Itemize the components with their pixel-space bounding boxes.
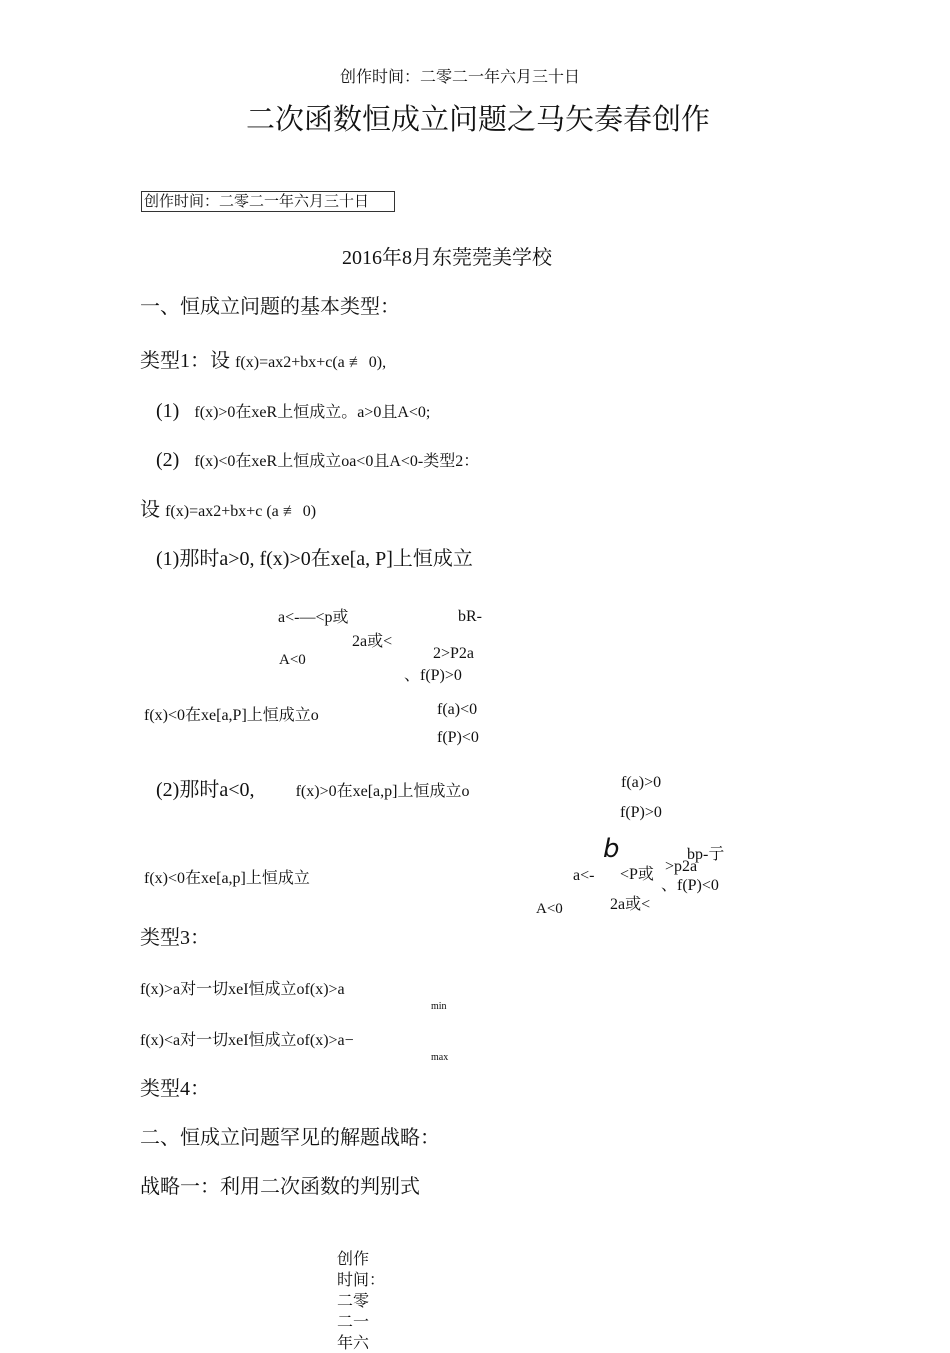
type-1-item-2 [156, 449, 479, 472]
type-4-heading: 类型4： [140, 1078, 210, 1100]
frag2-delta: A<0 [536, 901, 563, 917]
footer-line: 二零 [337, 1291, 370, 1310]
strategy-1-heading: 战略一：利用二次函数的判别式 [140, 1176, 420, 1198]
case-2-condition-2: f(P)>0 [620, 804, 662, 821]
setup-formula: f(x)=ax2+bx+c (a ≢ 0) [165, 503, 317, 520]
section-1-heading: 一、恒成立问题的基本类型： [140, 296, 400, 318]
frag-b2: 2>P2a [433, 645, 475, 662]
footer-creation-time [337, 1248, 385, 1353]
type-1-line [140, 350, 386, 373]
type-2-setup [140, 499, 316, 522]
header-time: 创作时间：二零二一年六月三十日 [340, 67, 581, 86]
case-2-lt-text: f(x)<0在xe[a,p]上恒成立 [144, 870, 310, 887]
frag2-a-mid: <P或 [620, 866, 654, 883]
frag2-mid1: >p2a [665, 858, 698, 875]
footer-line: 二一 [337, 1312, 370, 1331]
section-2-heading: 二、恒成立问题罕见的解题战略： [140, 1127, 440, 1149]
type-3-sub-max: max [431, 1052, 449, 1063]
frag2-right2: 、f(P)<0 [661, 877, 719, 894]
frag-b1: bR- [458, 608, 482, 625]
footer-line: 时间： [337, 1270, 386, 1289]
lt-line [144, 706, 319, 725]
frag2-a-left: a<- [573, 867, 595, 884]
type-3-line-2: f(x)<a对一切xeI恒成立of(x)>a− [140, 1032, 354, 1049]
footer-line: 创作 [337, 1249, 370, 1268]
type-1-heading: 类型1：设 [140, 350, 230, 372]
type-2-case-1: (1)那时a>0, f(x)>0在xe[a, P]上恒成立 [156, 548, 473, 570]
frag-a2: 2a或< [352, 633, 393, 650]
type-2-case-2 [156, 779, 469, 802]
item-text: f(x)<0在xeR上恒成立oa<0且A<0-类型2： [194, 453, 480, 470]
frag2-right1: bp-亍 [687, 846, 725, 863]
case-2-heading: (2)那时a<0, [156, 779, 255, 801]
lt-line-text: f(x)<0在xe[a,P]上恒成立o [144, 707, 319, 724]
lt-condition-1: f(a)<0 [437, 701, 478, 718]
footer-line: 年六 [337, 1333, 370, 1352]
school-line: 2016年8月东莞莞美学校 [342, 247, 552, 269]
frag-a3: A<0 [279, 652, 306, 668]
case-2-text: f(x)>0在xe[a,p]上恒成立o [295, 783, 470, 800]
boxed-creation-time: 创作时间：二零二一年六月三十日 [141, 191, 395, 212]
frag2-2a: 2a或< [610, 896, 651, 913]
lt-condition-2: f(P)<0 [437, 729, 479, 746]
item-number: (1) [156, 400, 180, 422]
frag-a1: a<-—<p或 [278, 609, 349, 626]
case-2-condition-1: f(a)>0 [621, 774, 662, 791]
document-title: 二次函数恒成立问题之马矢奏春创作 [246, 102, 711, 136]
case-2-lt-line [144, 870, 310, 888]
item-number: (2) [156, 449, 180, 471]
frag2-b-italic: b [603, 834, 620, 864]
type-3-line-1: f(x)>a对一切xeI恒成立of(x)>a [140, 981, 345, 998]
type-3-sub-min: min [431, 1001, 447, 1012]
type-1-formula: f(x)=ax2+bx+c(a ≢ 0), [235, 354, 387, 371]
type-3-heading: 类型3： [140, 927, 210, 949]
setup-label: 设 [140, 499, 160, 521]
type-1-item-1 [156, 400, 430, 423]
item-text: f(x)>0在xeR上恒成立。a>0且A<0; [194, 404, 431, 421]
frag-b3: 、f(P)>0 [404, 667, 462, 684]
